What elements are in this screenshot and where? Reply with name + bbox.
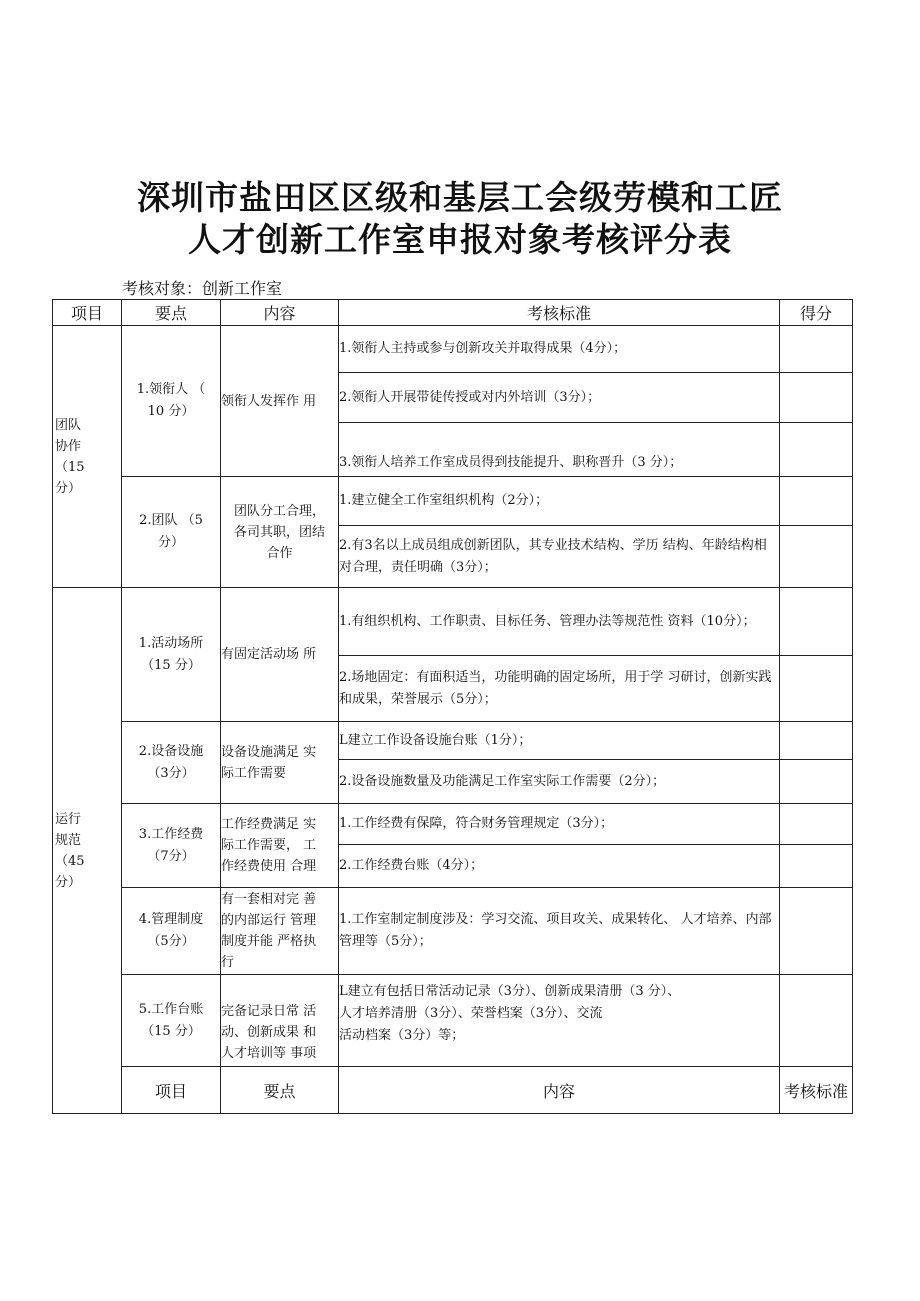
content-venue: 有固定活动场 所 <box>221 647 317 662</box>
content-funding: 工作经费满足 实 际工作需要， 工 作经费使用 合理 <box>221 817 317 874</box>
content-leader: 领衔人发挥作 用 <box>221 393 317 409</box>
standard-cell <box>339 888 780 975</box>
header-point: 要点 <box>122 300 221 326</box>
point-equipment: 2.设备设施 （3分） <box>138 743 204 781</box>
standard-text: 2.有3名以上成员组成创新团队，其专业技术结构、学历 结构、年龄结构相对合理，责任明确（3分）； <box>339 537 767 575</box>
footer-point: 要点 <box>221 1067 339 1114</box>
score-cell[interactable] <box>780 526 853 588</box>
table-footer-row <box>53 1067 853 1114</box>
content-cell <box>221 975 339 1067</box>
score-cell[interactable] <box>780 975 853 1067</box>
score-cell[interactable] <box>780 656 853 722</box>
standard-cell <box>339 526 780 588</box>
table-header-row <box>53 300 853 326</box>
footer-content: 内容 <box>339 1067 780 1114</box>
standard-text: 2.工作经费台账（4分）； <box>339 858 484 873</box>
header-score: 得分 <box>780 300 853 326</box>
score-cell[interactable] <box>780 588 853 656</box>
content-equipment: 设备设施满足 实 际工作需要 <box>221 744 317 781</box>
content-cell <box>221 722 339 804</box>
point-cell <box>122 804 221 888</box>
content-ledger: 完备记录日常 活 动、创新成果 和 人才培训等 事项 <box>221 1004 317 1061</box>
point-leader: 1.领衔人 （ 10 分） <box>136 382 206 419</box>
point-cell <box>122 975 221 1067</box>
score-cell[interactable] <box>780 423 853 477</box>
standard-text: 1.有组织机构、工作职责、目标任务、管理办法等规范性 资料（10分）； <box>339 613 756 629</box>
content-cell <box>221 588 339 722</box>
table-row <box>53 588 853 656</box>
page-title-line1: 深圳市盐田区区级和基层工会级劳模和工匠 <box>137 178 783 217</box>
score-cell[interactable] <box>780 760 853 804</box>
standard-cell <box>339 477 780 526</box>
content-team: 团队分工合理， 各司其职，团结 合作 <box>233 503 325 561</box>
table-row <box>53 722 853 760</box>
score-cell[interactable] <box>780 804 853 845</box>
score-cell[interactable] <box>780 888 853 975</box>
content-cell <box>221 326 339 477</box>
header-item: 项目 <box>53 300 122 326</box>
content-cell <box>221 888 339 975</box>
point-venue: 1.活动场所 （15 分） <box>138 635 204 673</box>
point-funding: 3.工作经费 （7分） <box>138 826 204 864</box>
standard-cell <box>339 804 780 845</box>
table-row <box>53 975 853 1067</box>
table-row <box>53 477 853 526</box>
point-team: 2.团队 （5 分） <box>139 513 203 550</box>
standard-text: 1.建立健全工作室组织机构（2分）； <box>339 493 549 508</box>
header-standard: 考核标准 <box>339 300 780 326</box>
standard-text: 2.场地固定：有面积适当，功能明确的固定场所，用于学 习研讨，创新实践和成果，荣誉展示（5分）； <box>339 669 772 707</box>
point-ledger: 5.工作台账 （15 分） <box>138 1001 204 1039</box>
content-cell <box>221 477 339 588</box>
table-row <box>53 804 853 845</box>
standard-text: 1.工作室制定制度涉及：学习交流、项目攻关、成果转化、 人才培养、内部管理等（5分）； <box>339 912 772 949</box>
category-team: 团队 协作 （15 分） <box>55 417 85 496</box>
point-cell <box>122 888 221 975</box>
standard-text: 1.领衔人主持或参与创新攻关并取得成果（4分）； <box>339 341 627 356</box>
standard-text: 3.领衔人培养工作室成员得到技能提升、职称晋升（3 分）； <box>339 455 683 470</box>
score-cell[interactable] <box>780 845 853 888</box>
standard-cell <box>339 373 780 423</box>
standard-cell <box>339 326 780 373</box>
category-operation: 运行 规范 （45 分） <box>55 811 85 890</box>
footer-item: 项目 <box>122 1067 221 1114</box>
header-content: 内容 <box>221 300 339 326</box>
score-cell[interactable] <box>780 373 853 423</box>
footer-standard: 考核标准 <box>780 1067 853 1114</box>
point-cell <box>122 722 221 804</box>
standard-cell <box>339 656 780 722</box>
standard-text: 2.领衔人开展带徒传授或对内外培训（3分）； <box>339 389 601 405</box>
category-cell <box>53 326 122 588</box>
score-cell[interactable] <box>780 722 853 760</box>
point-cell <box>122 326 221 477</box>
standard-cell <box>339 975 780 1067</box>
point-cell <box>122 477 221 588</box>
point-rules: 4.管理制度 （5分） <box>138 912 204 949</box>
standard-cell <box>339 845 780 888</box>
content-cell <box>221 804 339 888</box>
score-cell[interactable] <box>780 326 853 373</box>
standard-cell <box>339 423 780 477</box>
assessment-subject: 考核对象：创新工作室 <box>122 279 283 298</box>
standard-text: L建立工作设备设施台账（1分）； <box>339 732 532 748</box>
standard-cell <box>339 760 780 804</box>
category-cell <box>53 588 122 1114</box>
table-row <box>53 326 853 373</box>
point-cell <box>122 588 221 722</box>
scoring-table <box>52 299 853 1114</box>
standard-cell <box>339 722 780 760</box>
standard-cell <box>339 588 780 656</box>
content-rules: 有一套相对完 善 的内部运行 管理 制度并能 严格执 行 <box>221 892 317 970</box>
standard-text: L建立有包括日常活动记录（3分）、创新成果清册（3 分）、 人才培养清册（3分）、荣誉档案（3分）、交流 活动档案（3分）等； <box>339 984 681 1043</box>
page-title-line2: 人才创新工作室申报对象考核评分表 <box>188 220 732 259</box>
standard-text: 2.设备设施数量及功能满足工作室实际工作需要（2分）； <box>339 773 666 789</box>
standard-text: 1.工作经费有保障，符合财务管理规定（3分）； <box>339 816 614 831</box>
table-row <box>53 888 853 975</box>
score-cell[interactable] <box>780 477 853 526</box>
